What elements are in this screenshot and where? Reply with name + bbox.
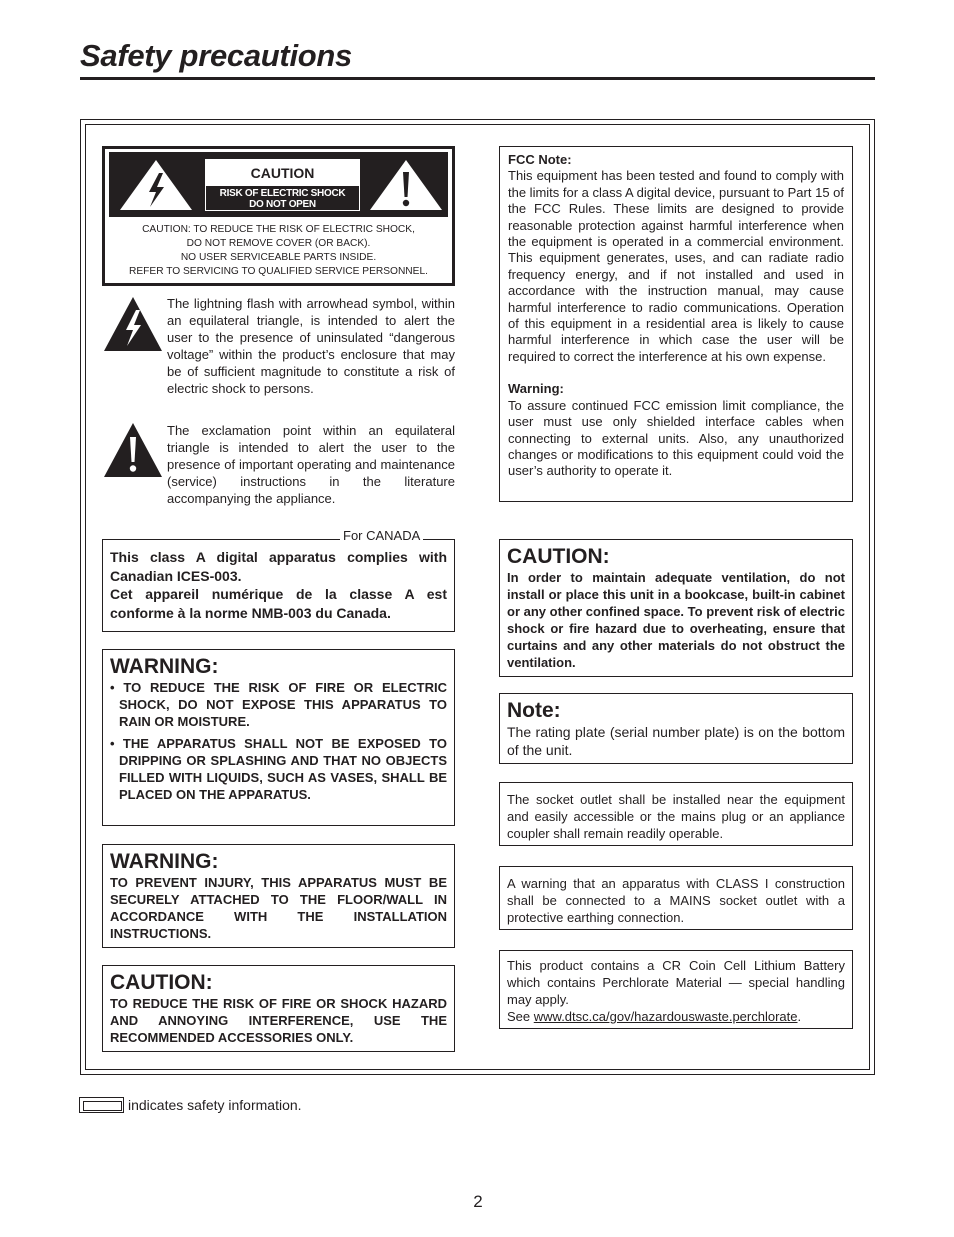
caution-line: REFER TO SERVICING TO QUALIFIED SERVICE PERSONNEL. — [129, 266, 428, 277]
canada-french: Cet appareil numérique de la classe A est conforme à la norme NMB-003 du Canada. — [110, 586, 447, 621]
caution-heading: CAUTION: — [507, 545, 610, 568]
page-title: Safety precautions — [80, 38, 352, 73]
safety-indicator-frame-icon — [79, 1097, 124, 1113]
fcc-warning-body: To assure continued FCC emission limit compliance, the user must use only shielded interface cables when connecting to external units. Also, any unauthorized changes or modifications to this equipment could void the user’s authority to operate it. — [508, 397, 844, 479]
battery-end: . — [797, 1009, 802, 1024]
perchlorate-link[interactable]: www.dtsc.ca/gov/hazardouswaste.perchlorate — [533, 1009, 798, 1024]
canada-english: This class A digital apparatus complies with Canadian ICES-003. — [110, 549, 447, 584]
indicator-text: indicates safety information. — [128, 1097, 302, 1113]
socket-outlet-text: The socket outlet shall be installed near the equipment and easily accessible or the mains plug or an appliance coupler shall remain readily operable. — [507, 792, 845, 841]
fcc-note-body: This equipment has been tested and found to comply with the limits for a class A digital device, pursuant to Part 15 of the FCC Rules. These limits are designed to provide reasonable protection against harmful interference when the equipment is operated in a commercial environment. This equipment generates, uses, and can radiate radio frequency energy, and if not installed and used in accordance with the instruction manual, may cause harmful interference to radio communications. Operation of this equipment in a residential area is likely to cause harmful interference in which case the user will be required to correct the interference at his own expense. — [508, 168, 845, 364]
note-box — [499, 693, 853, 764]
battery-text: This product contains a CR Coin Cell Lithium Battery which contains Perchlorate Material — special handling may apply. — [507, 958, 845, 1007]
caution-label-center — [205, 159, 360, 211]
class-one-text: A warning that an apparatus with CLASS I construction shall be connected to a MAINS socket outlet with a protective earthing connection. — [507, 876, 845, 925]
caution-label-text — [105, 223, 452, 279]
spacer — [508, 365, 844, 381]
note-heading: Note: — [507, 699, 561, 722]
title-rule — [80, 77, 875, 80]
lightning-symbol-description: The lightning flash with arrowhead symbol, within an equilateral triangle, is intended to alert the user to the presence of uninsulated “dangerous voltage” within the product’s enclosure that may be of sufficient magnitude to constitute a risk of electric shock to persons. — [167, 296, 455, 396]
caution-body: TO REDUCE THE RISK OF FIRE OR SHOCK HAZARD AND ANNOYING INTERFERENCE, USE THE RECOMMENDED ACCESSORIES ONLY. — [110, 996, 447, 1045]
caution-box-ventilation — [499, 539, 853, 677]
caution-label-risk — [206, 186, 359, 210]
caution-line: DO NOT REMOVE COVER (OR BACK). — [186, 238, 371, 249]
lightning-triangle-icon — [103, 296, 163, 352]
fcc-note-box — [499, 146, 853, 502]
risk-line-1: RISK OF ELECTRIC SHOCK — [219, 188, 346, 199]
risk-line-2: DO NOT OPEN — [249, 199, 316, 210]
exclamation-triangle-icon — [369, 159, 443, 211]
warning-heading: WARNING: — [110, 850, 219, 873]
canada-label: For CANADA — [340, 528, 423, 543]
lightning-triangle-icon — [119, 159, 193, 211]
warning-bullet: • THE APPARATUS SHALL NOT BE EXPOSED TO DRIPPING OR SPLASHING AND THAT NO OBJECTS FILLED WITH LIQUIDS, SUCH AS VASES, SHALL BE PLACED ON THE APPARATUS. — [110, 736, 447, 802]
battery-see-line — [507, 1008, 845, 1025]
warning-box-injury — [102, 844, 455, 948]
canada-box — [102, 539, 455, 632]
socket-outlet-box — [499, 782, 853, 846]
caution-line: CAUTION: TO REDUCE THE RISK OF ELECTRIC SHOCK, — [142, 224, 415, 235]
class-one-box — [499, 866, 853, 930]
battery-box — [499, 950, 853, 1029]
page-number: 2 — [473, 1192, 483, 1211]
note-body: The rating plate (serial number plate) is on the bottom of the unit. — [507, 724, 845, 758]
caution-heading: CAUTION: — [110, 971, 213, 994]
warning-heading: WARNING: — [110, 655, 219, 678]
caution-line: NO USER SERVICEABLE PARTS INSIDE. — [180, 252, 377, 263]
caution-box-accessories — [102, 965, 455, 1052]
caution-label-banner — [109, 152, 448, 217]
caution-label-heading: CAUTION — [206, 160, 359, 186]
exclamation-symbol-description: The exclamation point within an equilateral triangle is intended to alert the user to the presence of important operating and maintenance (service) instructions in the literature accompanying the appliance. — [167, 423, 455, 506]
exclamation-triangle-icon — [103, 422, 163, 478]
warning-box-fire — [102, 649, 455, 826]
fcc-note-heading: FCC Note: — [508, 152, 572, 167]
battery-see: See — [507, 1009, 534, 1024]
warning-body: TO PREVENT INJURY, THIS APPARATUS MUST BE SECURELY ATTACHED TO THE FLOOR/WALL IN ACCORDANCE WITH THE INSTALLATION INSTRUCTIONS. — [110, 875, 447, 941]
fcc-warning-heading: Warning: — [508, 381, 564, 397]
warning-bullet: • TO REDUCE THE RISK OF FIRE OR ELECTRIC SHOCK, DO NOT EXPOSE THIS APPARATUS TO RAIN OR MOISTURE. — [110, 680, 447, 729]
caution-body: In order to maintain adequate ventilation, do not install or place this unit in a bookcase, built-in cabinet or any other confined space. To prevent risk of electric shock or fire hazard due to overheating, ensure that curtains and any other materials do not obstruct the ventilation. — [507, 570, 845, 670]
caution-label — [102, 146, 455, 286]
